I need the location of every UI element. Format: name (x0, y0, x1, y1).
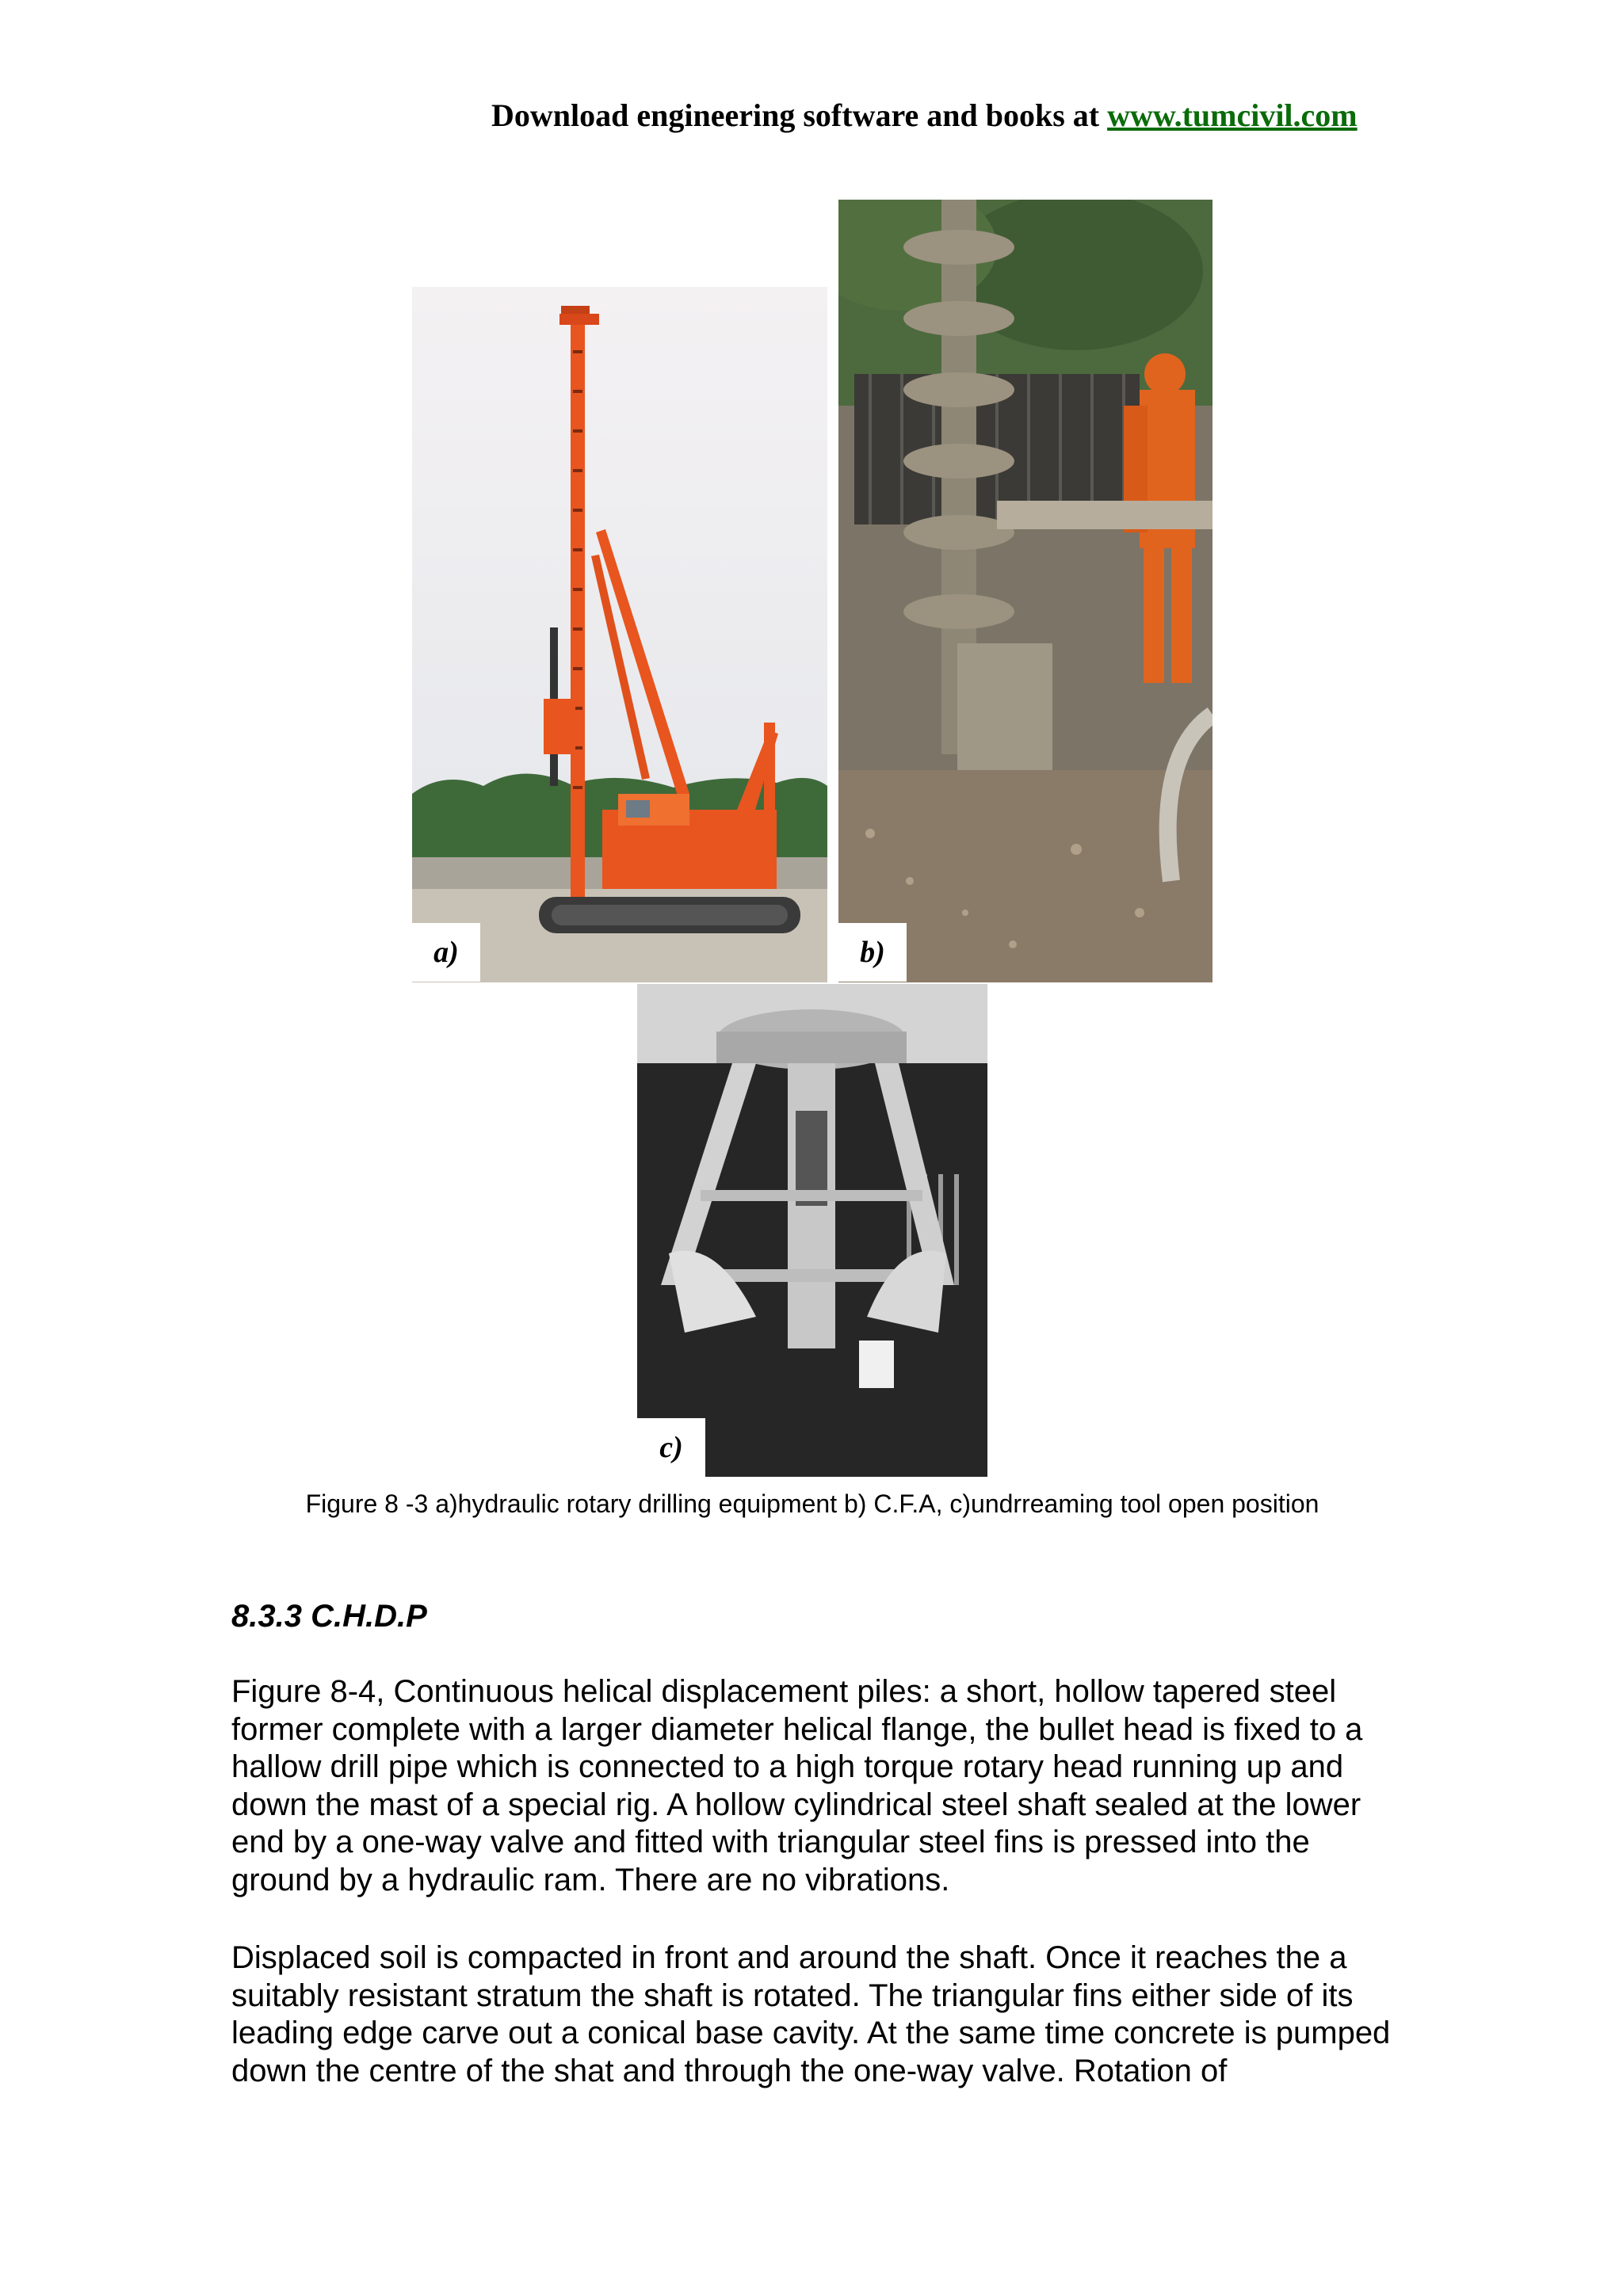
paragraph-1: Figure 8-4, Continuous helical displacement piles: a short, hollow tapered steel former complete with a larger diameter helical flange, the bullet head is fixed to a hallow drill pipe which is connected to a high torque rotary head running up and down the mast of a special rig. A hollow cylindrical steel shaft sealed at the lower end by a one-way valve and fitted with triangular steel fins is pressed into the ground by a hydraulic ram. There are no vibrations. (231, 1674, 1363, 1897)
photo-cfa-auger (838, 200, 1212, 982)
section-title: 8.3.3 C.H.D.P (231, 1599, 427, 1634)
paragraph-2: Displaced soil is compacted in front and around the shaft. Once it reaches the a suitably resistant stratum the shaft is rotated. The triangular fins either side of its leading edge carve out a conical base cavity. At the same time concrete is pumped down the centre of the shat and through the one-way valve. Rotation of (231, 1940, 1391, 2088)
photo-underreaming-tool (637, 984, 987, 1477)
label-a: a) (412, 923, 480, 982)
label-c: c) (637, 1418, 705, 1477)
header-link[interactable]: www.tumcivil.com (1107, 97, 1358, 133)
page-header (491, 97, 1442, 134)
header-text: Download engineering software and books at (491, 97, 1100, 133)
photo-drilling-rig (412, 287, 827, 982)
label-b: b) (838, 923, 907, 982)
figure-caption: Figure 8 -3 a)hydraulic rotary drilling equipment b) C.F.A, c)undrreaming tool open position (305, 1489, 1319, 1518)
